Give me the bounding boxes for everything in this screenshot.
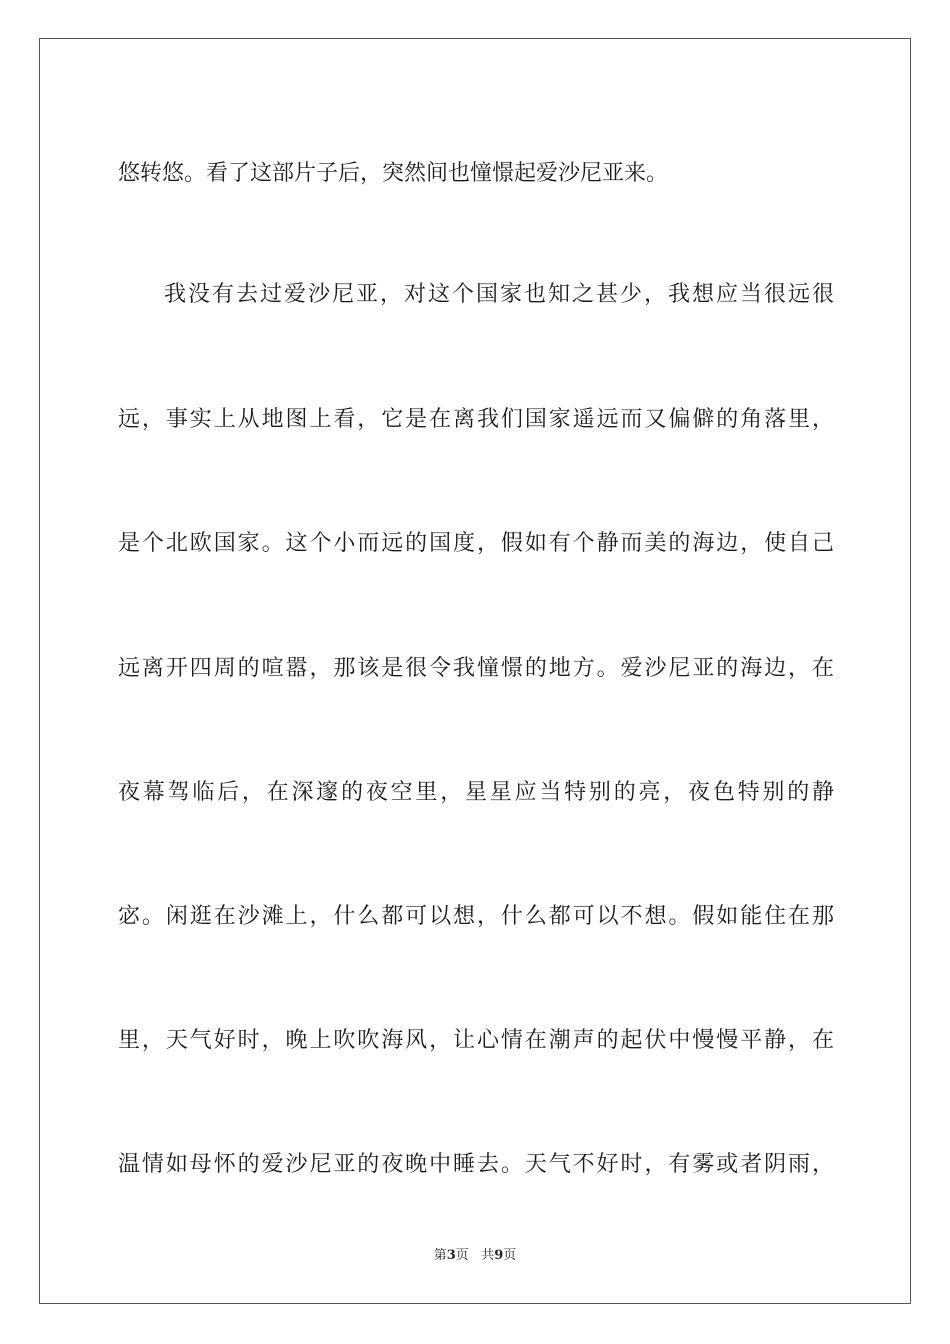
text-line-1: 悠转悠。看了这部片子后，突然间也憧憬起爱沙尼亚来。	[118, 161, 669, 186]
total-suffix: 页	[503, 1248, 517, 1263]
total-page-count: 9	[494, 1248, 504, 1263]
text-line-3: 远，事实上从地图上看，它是在离我们国家遥远而又偏僻的角落里，	[118, 407, 834, 432]
total-prefix: 共	[481, 1248, 495, 1263]
text-line-7: 宓。闲逛在沙滩上，什么都可以想，什么都可以不想。假如能住在那	[118, 904, 834, 929]
page-suffix: 页	[455, 1248, 469, 1263]
page-number-footer	[0, 1247, 950, 1265]
text-line-6: 夜幕驾临后，在深邃的夜空里，星星应当特别的亮，夜色特别的静	[118, 780, 834, 805]
text-line-9: 温情如母怀的爱沙尼亚的夜晚中睡去。天气不好时，有雾或者阴雨，	[118, 1152, 834, 1177]
current-page-number: 3	[446, 1248, 456, 1263]
text-line-4: 是个北欧国家。这个小而远的国度，假如有个静而美的海边，使自己	[118, 531, 834, 556]
page-prefix: 第	[433, 1248, 447, 1263]
text-line-8: 里，天气好时，晚上吹吹海风，让心情在潮声的起伏中慢慢平静，在	[118, 1028, 834, 1053]
text-line-5: 远离开四周的喧嚣，那该是很令我憧憬的地方。爱沙尼亚的海边，在	[118, 656, 834, 681]
paragraph-start-line: 我没有去过爱沙尼亚，对这个国家也知之甚少，我想应当很远很	[164, 282, 834, 307]
